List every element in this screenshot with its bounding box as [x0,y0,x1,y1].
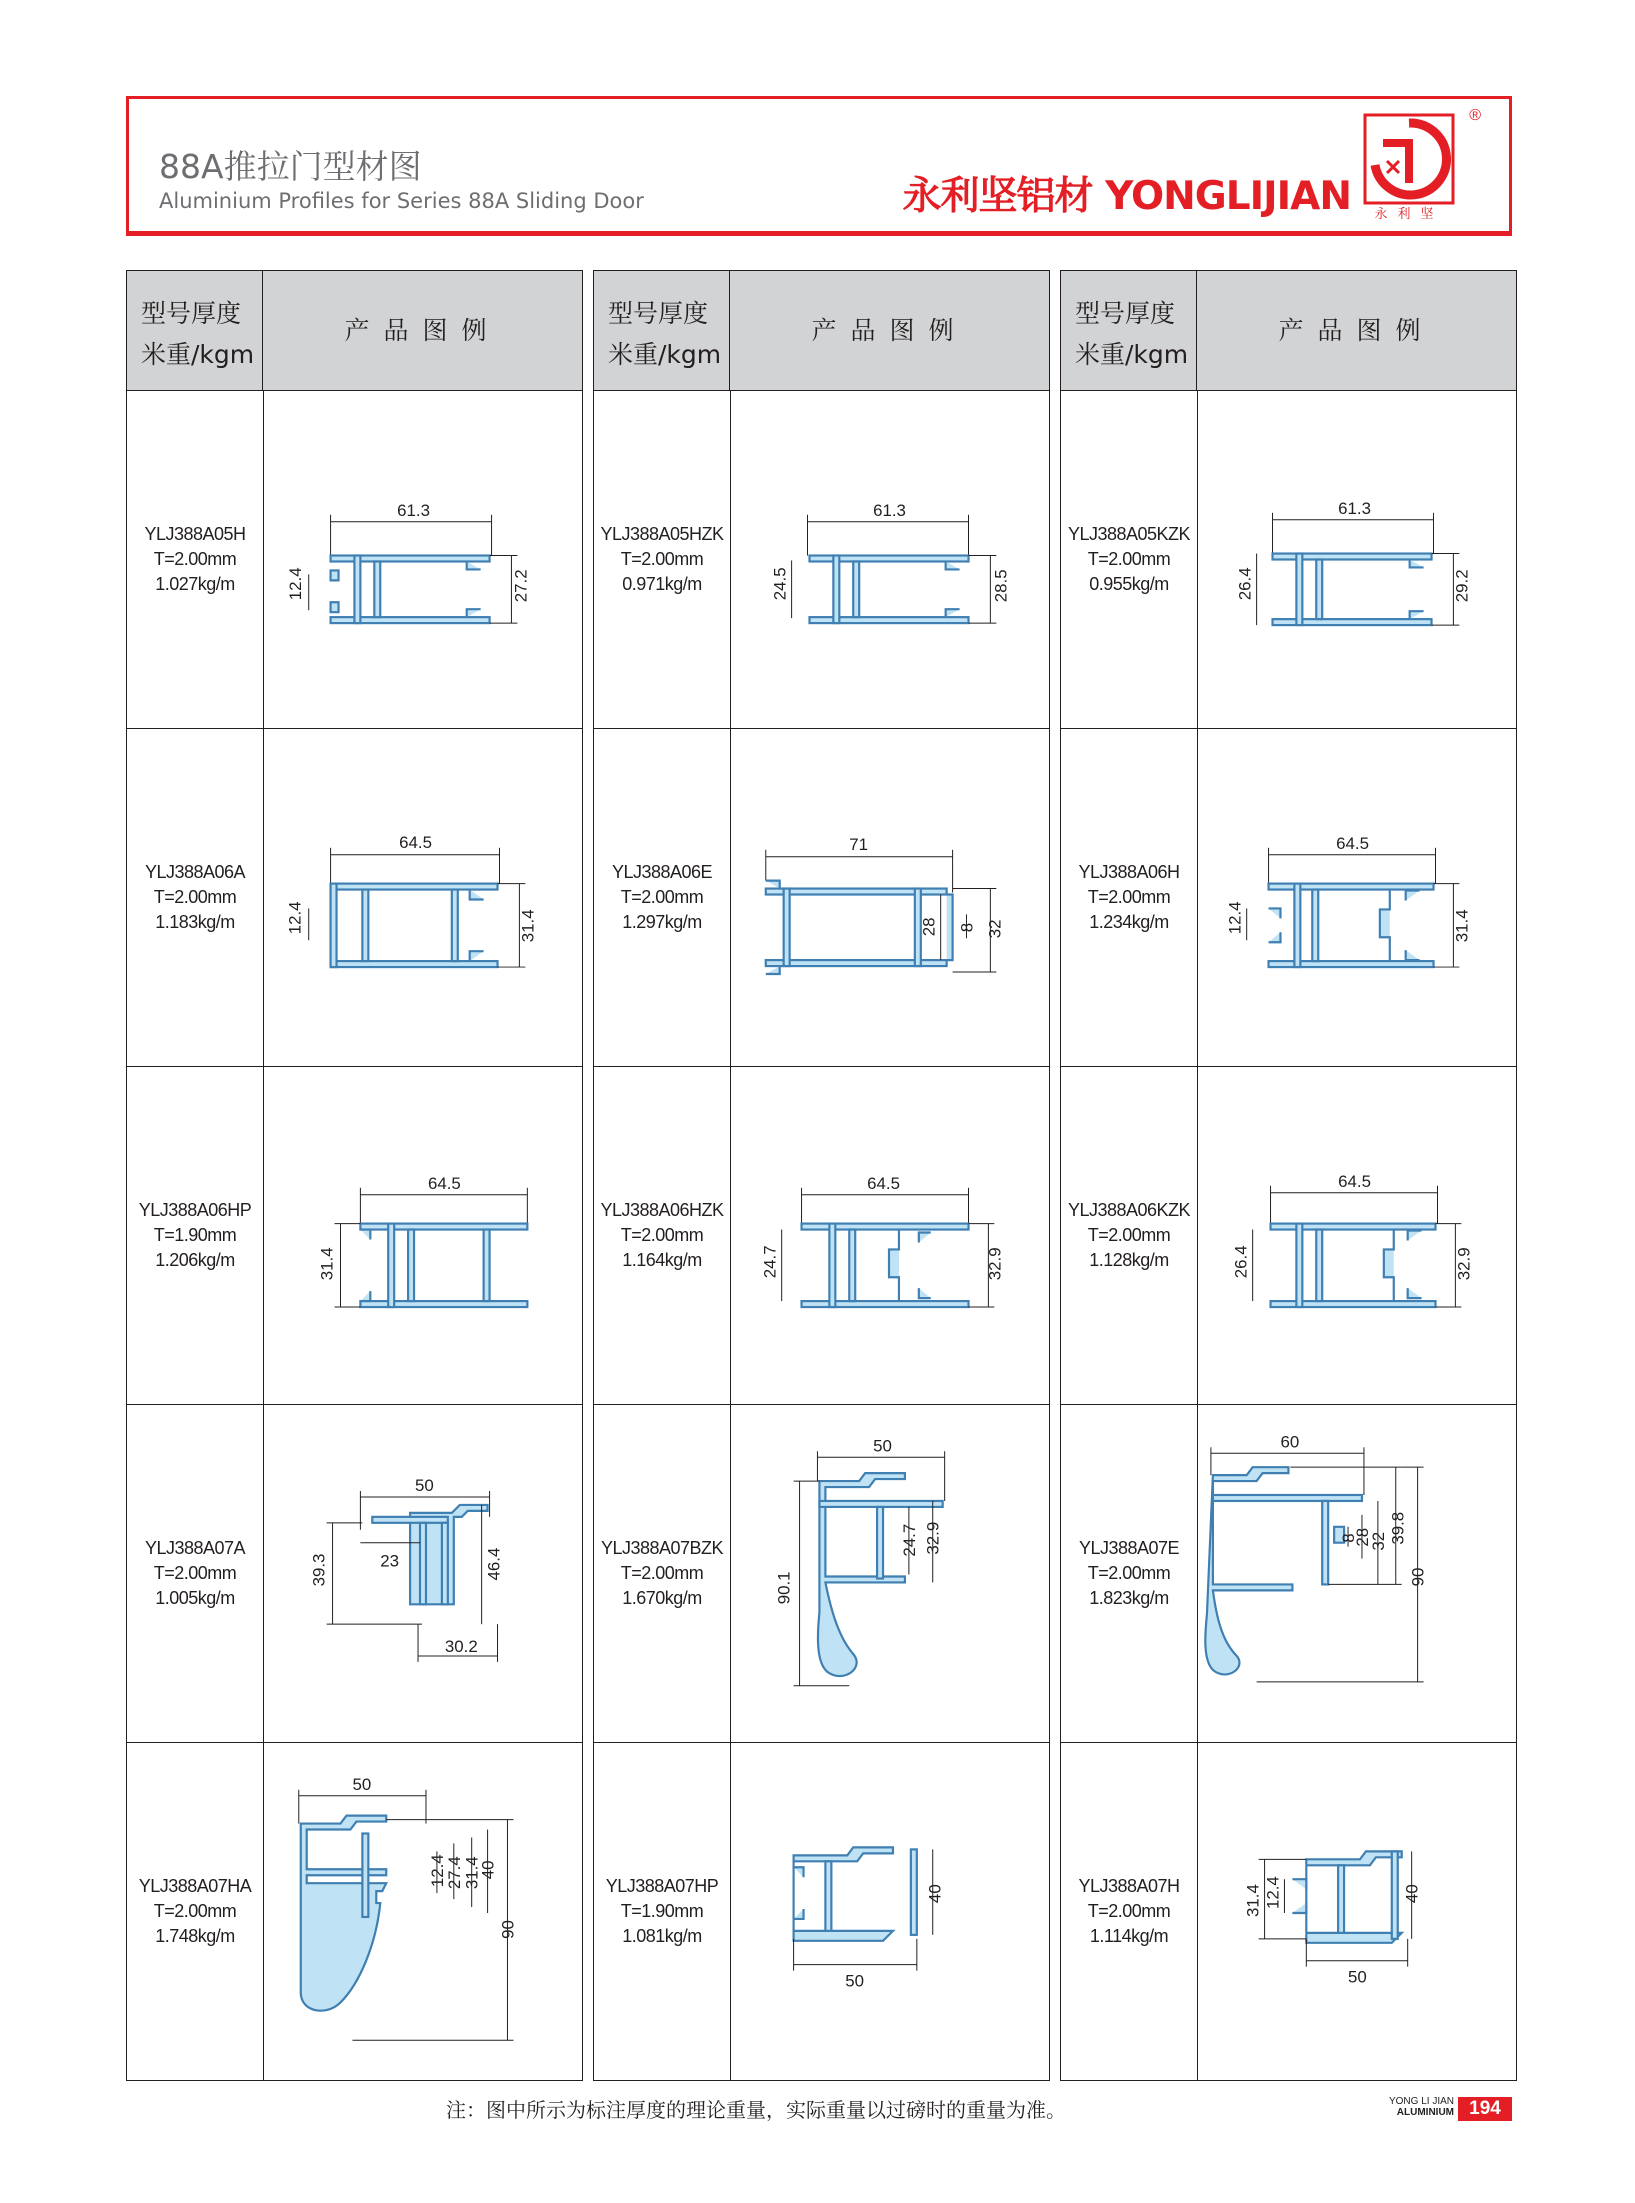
page-title-cn: 88A推拉门型材图 [159,147,422,186]
svg-text:61.3: 61.3 [397,500,431,520]
table-row [594,1743,1049,2081]
svg-text:30.2: 30.2 [444,1637,478,1657]
svg-text:8: 8 [1339,1533,1359,1543]
svg-text:31.4: 31.4 [518,909,538,943]
profile-spec: YLJ388A07E T=2.00mm 1.823kg/m [1078,1538,1180,1608]
profile-table-2 [593,270,1050,2081]
svg-text:90: 90 [498,1920,518,1939]
svg-text:23: 23 [380,1551,400,1571]
svg-text:28.5: 28.5 [991,569,1011,603]
profile-drawing [263,1405,582,1742]
svg-text:32: 32 [1368,1531,1388,1551]
table-row [594,1067,1049,1405]
svg-text:31.4: 31.4 [317,1247,337,1281]
profile-spec: YLJ388A06HZK T=2.00mm 1.164kg/m [600,1200,724,1270]
header-drawing: 产品图例 [1278,316,1435,345]
page-number: 194 [1458,2097,1512,2121]
profile-drawing [263,1067,582,1404]
table-row [127,1067,582,1405]
svg-text:60: 60 [1280,1432,1300,1452]
svg-text:32.9: 32.9 [985,1247,1005,1281]
profile-drawing [730,729,1049,1066]
profile-spec: YLJ388A07BZK T=2.00mm 1.670kg/m [600,1538,724,1608]
table-header [127,271,582,391]
table-row [127,391,582,729]
svg-text:64.5: 64.5 [427,1173,461,1193]
svg-text:46.4: 46.4 [484,1547,504,1581]
profile-spec: YLJ388A07H T=2.00mm 1.114kg/m [1078,1876,1180,1946]
svg-text:24.7: 24.7 [760,1245,780,1279]
svg-text:39.3: 39.3 [309,1553,329,1587]
svg-text:61.3: 61.3 [1338,498,1371,518]
profile-spec: YLJ388A07A T=2.00mm 1.005kg/m [144,1538,246,1608]
svg-text:27.2: 27.2 [511,569,531,603]
svg-text:90.1: 90.1 [774,1571,794,1605]
svg-text:64.5: 64.5 [1336,833,1369,853]
profile-spec: YLJ388A06E T=2.00mm 1.297kg/m [611,862,713,932]
profile-spec: YLJ388A07HP T=1.90mm 1.081kg/m [605,1876,719,1946]
svg-text:31.4: 31.4 [1243,1884,1263,1917]
page-header [126,96,1512,236]
svg-text:40: 40 [1402,1884,1422,1904]
table-row [594,1405,1049,1743]
table-row [127,1743,582,2081]
profile-drawing [730,391,1049,728]
svg-text:64.5: 64.5 [399,832,432,852]
header-drawing: 产品图例 [344,316,501,345]
table-row [1061,1743,1516,2081]
profile-spec: YLJ388A06A T=2.00mm 1.183kg/m [144,862,246,932]
header-spec: 型号厚度 米重/kgm [1061,271,1197,391]
page-title-en: Aluminium Profiles for Series 88A Sliding Door [159,189,644,213]
table-row [127,729,582,1067]
table-row [1061,1067,1516,1405]
svg-text:50: 50 [352,1774,372,1794]
profile-drawing [730,1743,1049,2081]
profile-spec: YLJ388A05KZK T=2.00mm 0.955kg/m [1067,524,1191,594]
profile-drawing [1197,1405,1516,1742]
registered-mark: ® [1469,107,1481,124]
svg-text:32.9: 32.9 [923,1521,943,1555]
profile-drawing [263,391,582,728]
svg-text:12.4: 12.4 [1263,1876,1283,1910]
svg-text:32: 32 [985,919,1005,939]
brand-name: 永利坚铝材 YONGLIJIAN [902,174,1351,219]
svg-text:26.4: 26.4 [1235,567,1255,601]
footer-brand: YONG LI JIAN ALUMINIUM [1388,2096,1454,2118]
svg-text:28: 28 [1352,1527,1372,1547]
profile-drawing [263,729,582,1066]
table-row [594,729,1049,1067]
svg-text:64.5: 64.5 [867,1173,900,1193]
svg-text:27.4: 27.4 [444,1856,464,1890]
profile-drawing [730,1405,1049,1742]
svg-text:26.4: 26.4 [1231,1245,1251,1279]
profile-drawing [730,1067,1049,1404]
svg-text:50: 50 [873,1436,892,1456]
svg-text:12.4: 12.4 [285,901,305,935]
profile-spec: YLJ388A07HA T=2.00mm 1.748kg/m [138,1876,252,1946]
profile-spec: YLJ388A06HP T=1.90mm 1.206kg/m [138,1200,252,1270]
profile-drawing [263,1743,582,2081]
svg-text:50: 50 [845,1971,865,1991]
table-row [1061,391,1516,729]
profile-table-3 [1060,270,1517,2081]
svg-text:50: 50 [415,1476,434,1496]
table-header [594,271,1049,391]
profile-spec: YLJ388A06H T=2.00mm 1.234kg/m [1078,862,1180,932]
profile-spec: YLJ388A06KZK T=2.00mm 1.128kg/m [1067,1200,1191,1270]
svg-text:12.4: 12.4 [285,567,305,601]
header-spec: 型号厚度 米重/kgm [594,271,730,391]
svg-text:71: 71 [849,834,869,854]
svg-text:12.4: 12.4 [1225,901,1245,935]
footer-note: 注：图中所示为标注厚度的理论重量，实际重量以过磅时的重量为准。 [446,2098,1066,2122]
svg-text:28: 28 [919,917,939,937]
svg-text:40: 40 [925,1884,945,1904]
svg-text:29.2: 29.2 [1452,569,1472,603]
table-row [1061,729,1516,1067]
header-spec: 型号厚度 米重/kgm [127,271,263,391]
svg-text:32.9: 32.9 [1454,1247,1474,1281]
profile-drawing [1197,1743,1516,2081]
svg-text:8: 8 [957,922,977,933]
svg-text:39.8: 39.8 [1388,1511,1408,1545]
svg-text:40: 40 [478,1860,498,1880]
profile-spec: YLJ388A05H T=2.00mm 1.027kg/m [144,524,246,594]
profile-drawing [1197,391,1516,728]
table-row [594,391,1049,729]
svg-text:24.5: 24.5 [770,567,790,601]
svg-text:50: 50 [1348,1967,1367,1987]
svg-text:31.4: 31.4 [1452,909,1472,943]
table-row [1061,1405,1516,1743]
svg-text:90: 90 [1408,1567,1428,1587]
svg-text:24.7: 24.7 [899,1523,919,1557]
profile-drawing [1197,729,1516,1066]
profile-spec: YLJ388A05HZK T=2.00mm 0.971kg/m [600,524,724,594]
svg-text:61.3: 61.3 [873,500,906,520]
svg-text:64.5: 64.5 [1338,1171,1371,1191]
logo-caption: 永利坚 [1374,206,1444,221]
svg-text:31.4: 31.4 [462,1856,482,1890]
header-drawing: 产品图例 [811,316,968,345]
profile-drawing [1197,1067,1516,1404]
table-header [1061,271,1516,391]
svg-text:12.4: 12.4 [427,1854,447,1888]
profile-table-1 [126,270,583,2081]
table-row [127,1405,582,1743]
